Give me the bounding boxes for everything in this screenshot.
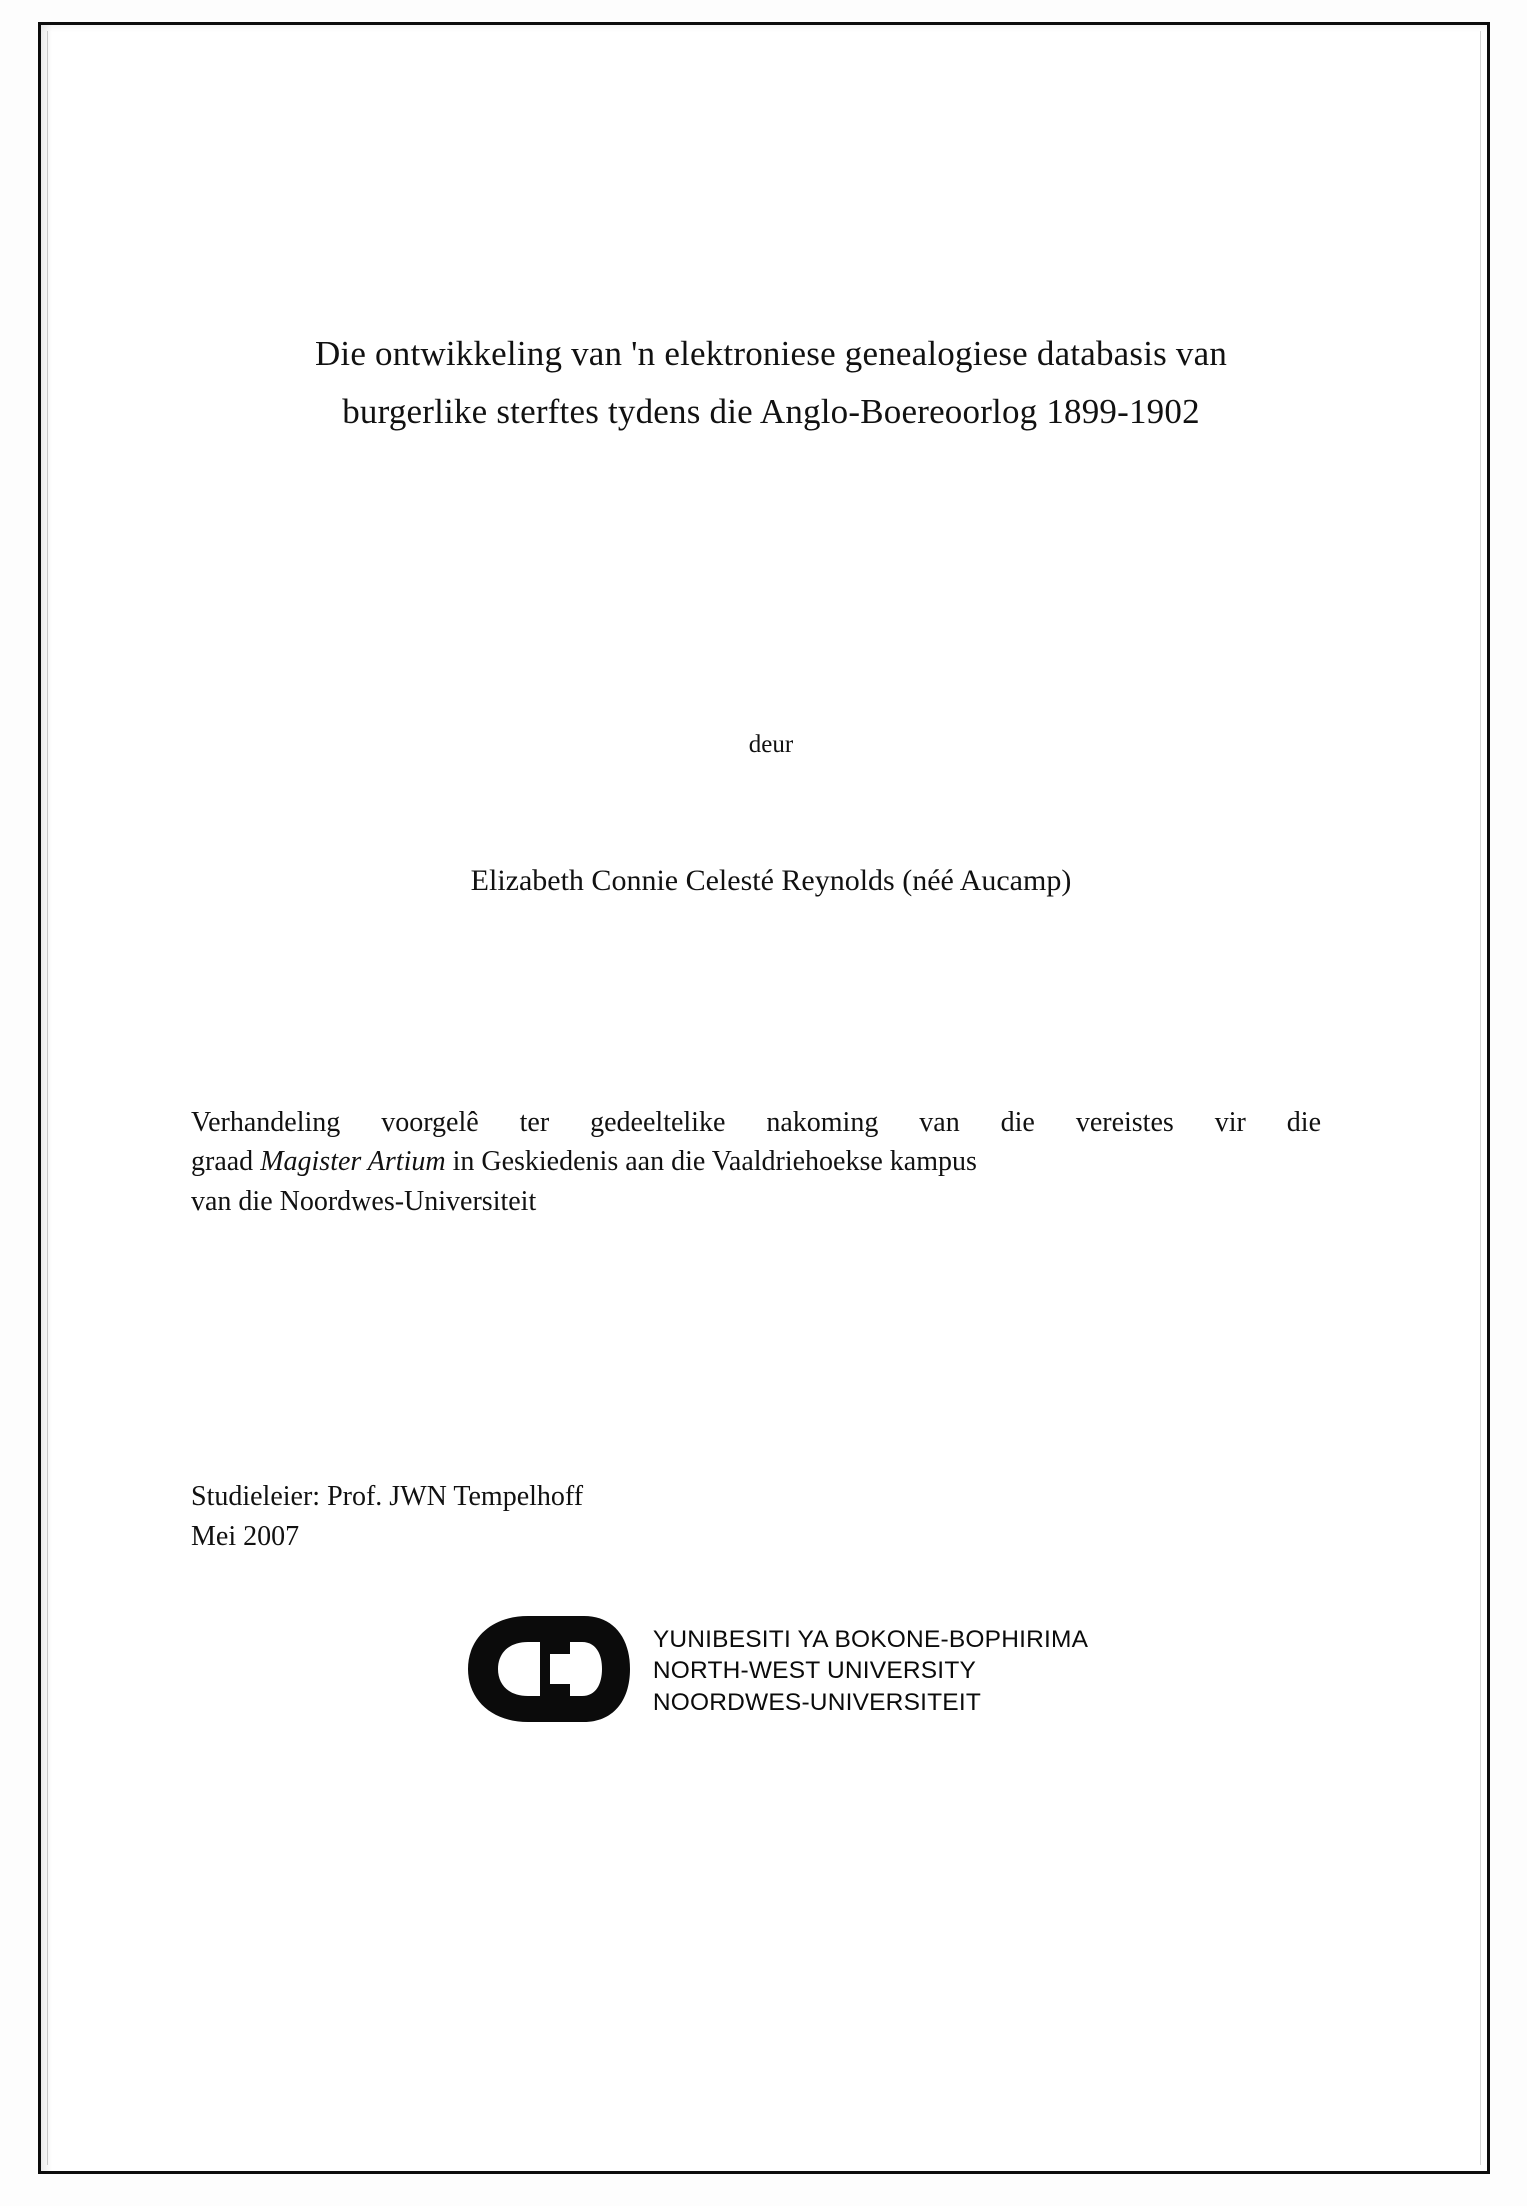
- logo-line-3: NOORDWES-UNIVERSITEIT: [652, 1688, 981, 1716]
- supervisor-and-date: [191, 1477, 1351, 1558]
- degree-statement-line-3: van die Noordwes-Universiteit: [191, 1186, 537, 1217]
- author-name: Elizabeth Connie Celesté Reynolds (néé Aucamp): [470, 863, 1072, 897]
- logo-line-2: NORTH-WEST UNIVERSITY: [652, 1657, 977, 1685]
- north-west-university-logo-icon: [454, 1610, 639, 1728]
- university-logo-block: [191, 1610, 1351, 1728]
- university-logo-text: [653, 1620, 1088, 1718]
- title-page-content: [191, 325, 1351, 1728]
- supervisor-line: Studieleier: Prof. JWN Tempelhoff: [191, 1480, 584, 1512]
- date-line: Mei 2007: [191, 1521, 300, 1553]
- degree-statement: [191, 1103, 1321, 1222]
- title-line-1: Die ontwikkeling van 'n elektroniese genealogiese databasis van: [314, 334, 1228, 373]
- scan-edge-shadow-top: [38, 22, 1490, 32]
- degree-name-italic: Magister Artium: [260, 1146, 446, 1178]
- page-title: [191, 325, 1351, 441]
- scan-edge-shadow-left: [38, 22, 52, 2174]
- page-border-frame: [38, 22, 1490, 2174]
- title-line-2: burgerlike sterftes tydens die Anglo-Boereoorlog 1899-1902: [342, 391, 1200, 431]
- degree-statement-line-2-pre: graad: [191, 1146, 261, 1178]
- author-label: deur: [748, 730, 794, 758]
- degree-statement-line-2: [191, 1142, 1321, 1182]
- logo-line-1: YUNIBESITI YA BOKONE-BOPHIRIMA: [652, 1625, 1089, 1653]
- degree-statement-line-1: Verhandeling voorgelê ter gedeeltelike nakoming van die vereistes vir die: [191, 1106, 1321, 1138]
- degree-statement-line-2-post: in Geskiedenis aan die Vaaldriehoekse kampus: [445, 1146, 977, 1178]
